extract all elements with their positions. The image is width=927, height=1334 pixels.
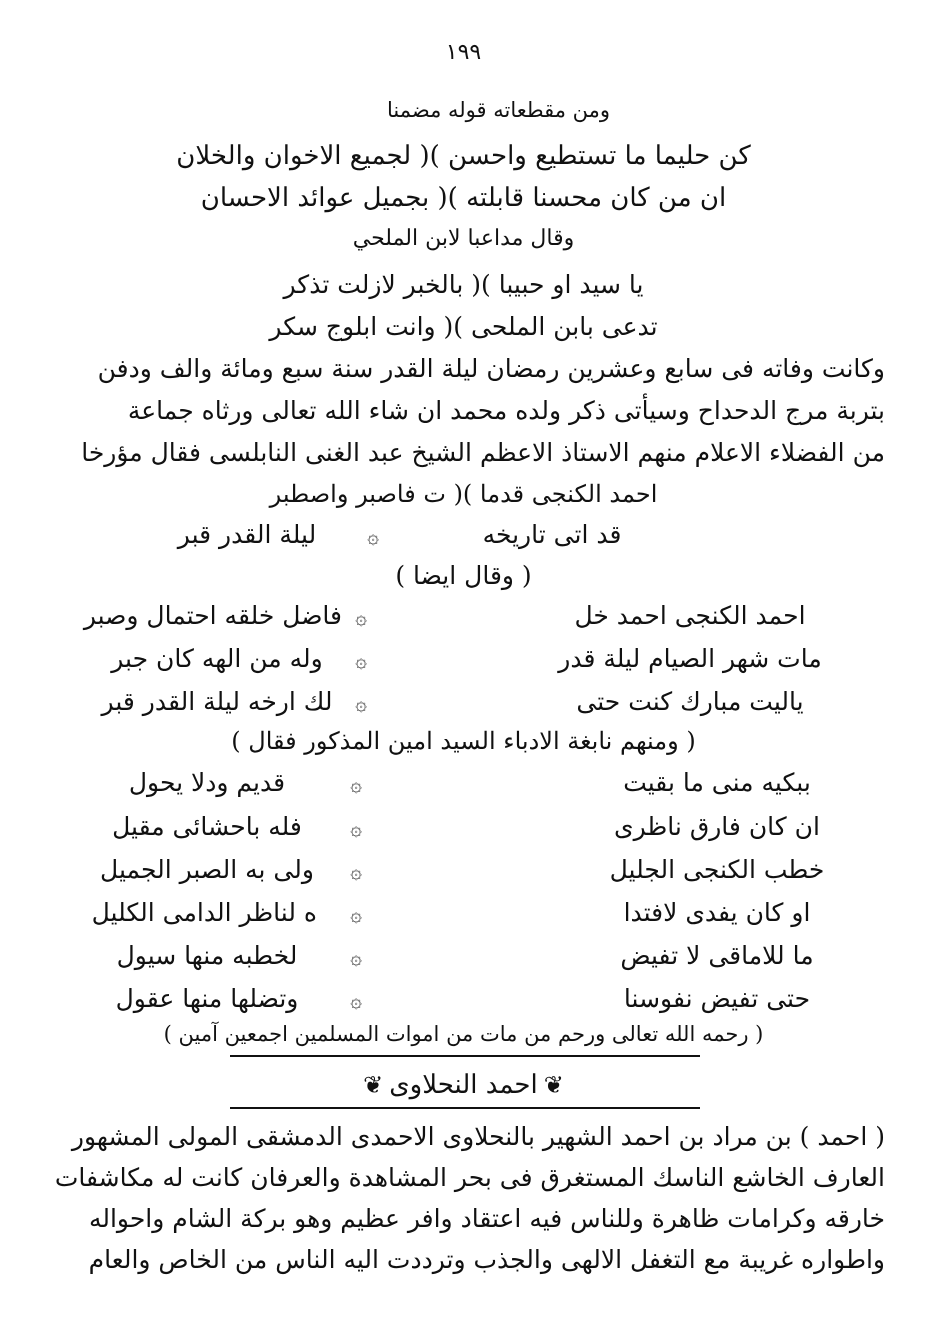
verse-separator-icon: ۞ [355, 691, 367, 715]
closing-prayer-line: ( رحمه الله تعالى ورحم من مات من اموات المسلمين اجمعين آمين ) [163, 1022, 764, 1046]
poem3-line-2-right: مات شهر الصيام ليلة قدر [558, 644, 822, 673]
poem4-line-5-left: لخطبه منها سيول [116, 941, 298, 970]
poem3-line-1-right: احمد الكنجى احمد خل [574, 601, 806, 630]
poem3-line-2-left: وله من الهه كان جبر [111, 644, 323, 673]
poem4-line-3-left: ولى به الصبر الجميل [100, 855, 314, 884]
death-paragraph-line-2: بتربة مرج الدحداح وسيأتى ذكر ولده محمد ان شاء الله تعالى ورثاه جماعة [127, 396, 885, 425]
poem4-line-4-right: او كان يفدى لافتدا [623, 898, 811, 927]
death-paragraph-end: احمد الكنجى قدما )( ت فاصبر واصطبر [269, 480, 658, 508]
verse-separator-icon: ۞ [350, 902, 362, 926]
poem3-line-3-right: ياليت مبارك كنت حتى [576, 687, 804, 716]
verse-separator-icon: ۞ [350, 816, 362, 840]
entry-paragraph-line-4: واطواره غريبة مع التغفل الالهى والجذب وترددت اليه الناس من الخاص والعام [88, 1245, 885, 1274]
joke-intro-line: وقال مداعبا لابن الملحي [352, 226, 575, 251]
chronogram-right: قد اتى تاريخه [482, 520, 622, 549]
page-number: ١٩٩ [445, 40, 482, 65]
verse-separator-icon: ۞ [355, 648, 367, 672]
intro-line: ومن مقطعاته قوله مضمنا [386, 98, 610, 122]
poem2-line-2: تدعى بابن الملحى )( وانت ابلوج سكر [269, 312, 658, 341]
poem4-line-1-right: ببكيه منى ما بقيت [623, 768, 811, 797]
poem2-line-1: يا سيد او حبيبا )( بالخبر لازلت تذكر [283, 270, 644, 299]
poem4-line-5-right: ما للاماقى لا تفيض [620, 941, 814, 970]
poem4-line-6-right: حتى تفيض نفوسنا [623, 984, 811, 1013]
ornament-icon: ❦ [543, 1071, 564, 1099]
also-said-line: ( وقال ايضا ) [395, 561, 532, 590]
entry-title [0, 1070, 927, 1100]
poem4-line-6-left: وتضلها منها عقول [115, 984, 299, 1013]
poem3-line-1-left: فاضل خلقه احتمال وصبر [83, 601, 342, 630]
poem1-line-1: كن حليما ما تستطيع واحسن )( لجميع الاخوان والخلان [176, 141, 751, 171]
entry-title-text: احمد النحلاوى [389, 1070, 538, 1100]
poem1-line-2: ان من كان محسنا قابلته )( بجميل عوائد الاحسان [200, 183, 727, 213]
verse-separator-icon: ۞ [350, 945, 362, 969]
poem4-line-4-left: ه لناظر الدامى الكليل [91, 898, 317, 927]
ornament-icon: ❦ [363, 1071, 384, 1099]
divider-rule [230, 1107, 700, 1109]
verse-separator-icon: ۞ [355, 605, 367, 629]
entry-paragraph-line-2: العارف الخاشع الناسك المستغرق فى بحر المشاهدة والعرفان كانت له مكاشفات [54, 1163, 885, 1192]
death-paragraph-line-1: وكانت وفاته فى سابع وعشرين رمضان ليلة القدر سنة سبع ومائة والف ودفن [97, 354, 885, 383]
entry-paragraph-line-3: خارقه وكرامات ظاهرة وللناس فيه اعتقاد وافر عظيم وهو بركة الشام واحواله [88, 1204, 885, 1233]
verse-separator-icon: ۞ [350, 859, 362, 883]
death-paragraph-line-3: من الفضلاء الاعلام منهم الاستاذ الاعظم الشيخ عبد الغنى النابلسى فقال مؤرخا [81, 438, 885, 467]
entry-paragraph-line-1: ( احمد ) بن مراد بن احمد الشهير بالنحلاوى الاحمدى الدمشقى المولى المشهور [71, 1122, 885, 1151]
verse-separator-icon: ۞ [367, 524, 379, 548]
also-intro-line: ( ومنهم نابغة الادباء السيد امين المذكور فقال ) [231, 727, 696, 755]
divider-rule [230, 1055, 700, 1057]
poem4-line-3-right: خطب الكنجى الجليل [609, 855, 825, 884]
poem4-line-2-left: فله باحشائى مقيل [112, 812, 302, 841]
poem3-line-3-left: لك ارخه ليلة القدر قبر [101, 687, 333, 716]
verse-separator-icon: ۞ [350, 772, 362, 796]
poem4-line-2-right: ان كان فارق ناظرى [614, 812, 820, 841]
verse-separator-icon: ۞ [350, 988, 362, 1012]
chronogram-left: ليلة القدر قبر [177, 520, 317, 549]
poem4-line-1-left: قديم ودلا يحول [128, 768, 286, 797]
